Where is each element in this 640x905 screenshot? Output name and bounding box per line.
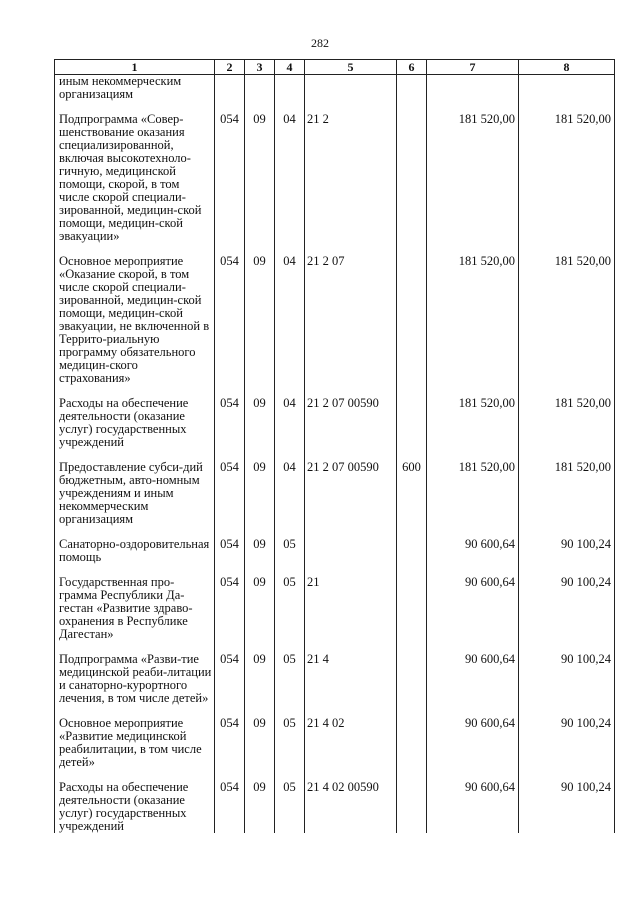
row-target-code — [305, 75, 397, 102]
row-ministry-code: 054 — [215, 576, 245, 641]
row-subsection-code: 04 — [275, 461, 305, 526]
row-section-code: 09 — [245, 717, 275, 769]
header-col-6: 6 — [397, 60, 427, 75]
row-amount-2: 181 520,00 — [519, 255, 615, 385]
row-amount-1: 90 600,64 — [427, 576, 519, 641]
table-row — [55, 653, 615, 705]
row-subsection-code: 05 — [275, 576, 305, 641]
table-row — [55, 255, 615, 385]
row-target-code: 21 2 07 00590 — [305, 397, 397, 449]
row-subsection-code: 05 — [275, 717, 305, 769]
row-section-code: 09 — [245, 576, 275, 641]
row-expense-type — [397, 255, 427, 385]
row-target-code — [305, 538, 397, 564]
header-col-2: 2 — [215, 60, 245, 75]
table-row — [55, 576, 615, 641]
row-amount-2: 90 100,24 — [519, 717, 615, 769]
row-subsection-code: 04 — [275, 113, 305, 243]
row-name: Государственная про-грамма Республики Да-гестан «Развитие здраво-охранения в Республике Дагестан» — [55, 576, 215, 641]
row-ministry-code: 054 — [215, 653, 245, 705]
row-ministry-code: 054 — [215, 717, 245, 769]
table-row — [55, 781, 615, 833]
row-amount-1: 181 520,00 — [427, 113, 519, 243]
row-name: Подпрограмма «Совер-шенствование оказания специализированной, включая высокотехноло-гичную, медицинской помощи, скорой, в том числе скорой специали-зированной, медицин-ской помощи, медицин-ской эвакуации» — [55, 113, 215, 243]
row-ministry-code: 054 — [215, 397, 245, 449]
row-amount-1 — [427, 75, 519, 102]
row-amount-1: 90 600,64 — [427, 781, 519, 833]
row-target-code: 21 4 02 — [305, 717, 397, 769]
row-expense-type — [397, 75, 427, 102]
row-target-code: 21 2 07 00590 — [305, 461, 397, 526]
row-amount-2: 90 100,24 — [519, 538, 615, 564]
row-amount-2 — [519, 75, 615, 102]
row-name: Основное мероприятие «Оказание скорой, в том числе скорой специали-зированной, медицин-ской помощи, медицин-ской эвакуации, не включенной в Террито-риальную программу обязательного медицин-ского страхования» — [55, 255, 215, 385]
row-section-code — [245, 75, 275, 102]
row-name: Санаторно-оздоровительная помощь — [55, 538, 215, 564]
table-row — [55, 717, 615, 769]
row-amount-2: 181 520,00 — [519, 461, 615, 526]
row-target-code: 21 — [305, 576, 397, 641]
row-subsection-code — [275, 75, 305, 102]
row-amount-1: 90 600,64 — [427, 717, 519, 769]
row-amount-1: 90 600,64 — [427, 653, 519, 705]
row-expense-type — [397, 653, 427, 705]
row-expense-type — [397, 717, 427, 769]
row-amount-1: 181 520,00 — [427, 461, 519, 526]
row-expense-type — [397, 397, 427, 449]
row-section-code: 09 — [245, 653, 275, 705]
row-subsection-code: 05 — [275, 781, 305, 833]
row-target-code: 21 4 — [305, 653, 397, 705]
row-target-code: 21 2 07 — [305, 255, 397, 385]
row-expense-type: 600 — [397, 461, 427, 526]
row-section-code: 09 — [245, 538, 275, 564]
row-expense-type — [397, 576, 427, 641]
row-ministry-code: 054 — [215, 781, 245, 833]
row-target-code: 21 2 — [305, 113, 397, 243]
header-col-3: 3 — [245, 60, 275, 75]
row-section-code: 09 — [245, 781, 275, 833]
row-subsection-code: 04 — [275, 255, 305, 385]
table-row — [55, 113, 615, 243]
row-subsection-code: 05 — [275, 538, 305, 564]
row-expense-type — [397, 113, 427, 243]
row-name: Предоставление субси-дий бюджетным, авто-номным учреждениям и иным некоммерческим организациям — [55, 461, 215, 526]
budget-table — [54, 59, 615, 833]
row-section-code: 09 — [245, 255, 275, 385]
row-amount-2: 181 520,00 — [519, 397, 615, 449]
row-ministry-code: 054 — [215, 538, 245, 564]
row-amount-1: 181 520,00 — [427, 397, 519, 449]
header-row — [55, 60, 615, 75]
row-section-code: 09 — [245, 113, 275, 243]
table-row — [55, 538, 615, 564]
table-body — [55, 75, 615, 834]
row-name: Подпрограмма «Разви-тие медицинской реаби-литации и санаторно-курортного лечения, в том числе детей» — [55, 653, 215, 705]
header-col-4: 4 — [275, 60, 305, 75]
row-subsection-code: 04 — [275, 397, 305, 449]
row-section-code: 09 — [245, 397, 275, 449]
row-expense-type — [397, 781, 427, 833]
row-subsection-code: 05 — [275, 653, 305, 705]
header-col-8: 8 — [519, 60, 615, 75]
row-ministry-code — [215, 75, 245, 102]
row-ministry-code: 054 — [215, 113, 245, 243]
row-name: Расходы на обеспечение деятельности (оказание услуг) государственных учреждений — [55, 397, 215, 449]
row-amount-1: 90 600,64 — [427, 538, 519, 564]
row-name: иным некоммерческим организациям — [55, 75, 215, 102]
page-number: 282 — [311, 36, 329, 50]
header-col-7: 7 — [427, 60, 519, 75]
table-row — [55, 397, 615, 449]
header-col-1: 1 — [55, 60, 215, 75]
row-ministry-code: 054 — [215, 461, 245, 526]
row-expense-type — [397, 538, 427, 564]
row-amount-2: 90 100,24 — [519, 576, 615, 641]
row-amount-2: 90 100,24 — [519, 653, 615, 705]
row-amount-1: 181 520,00 — [427, 255, 519, 385]
header-col-5: 5 — [305, 60, 397, 75]
row-amount-2: 90 100,24 — [519, 781, 615, 833]
row-target-code: 21 4 02 00590 — [305, 781, 397, 833]
row-amount-2: 181 520,00 — [519, 113, 615, 243]
table-header — [55, 60, 615, 75]
row-name: Расходы на обеспечение деятельности (оказание услуг) государственных учреждений — [55, 781, 215, 833]
row-section-code: 09 — [245, 461, 275, 526]
row-name: Основное мероприятие «Развитие медицинской реабилитации, в том числе детей» — [55, 717, 215, 769]
row-ministry-code: 054 — [215, 255, 245, 385]
table-row — [55, 75, 615, 102]
table-row — [55, 461, 615, 526]
